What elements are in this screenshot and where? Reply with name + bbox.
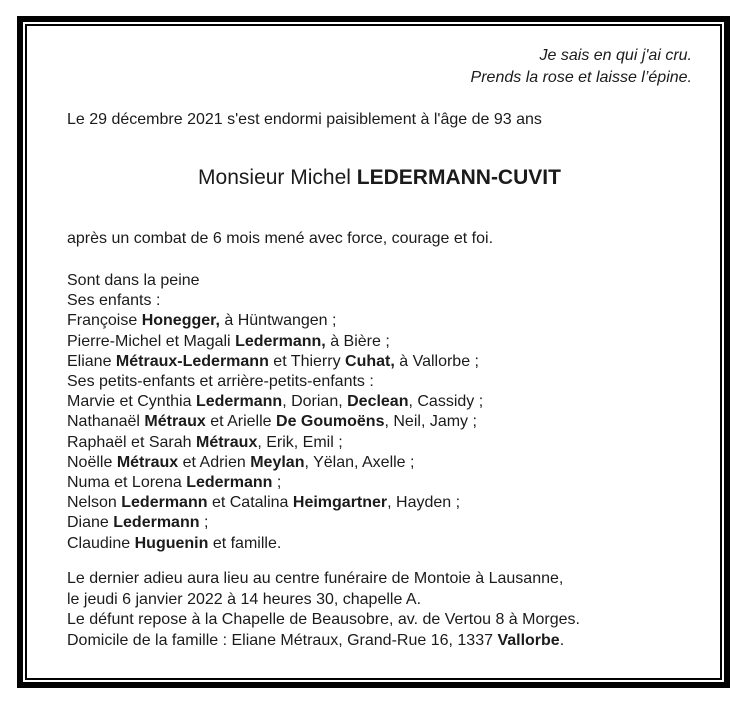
plain-text: et Thierry bbox=[268, 352, 346, 370]
family-line bbox=[67, 271, 692, 291]
family-line bbox=[67, 412, 692, 432]
family-list bbox=[67, 271, 692, 554]
family-line bbox=[67, 433, 692, 453]
bold-name-text: Ledermann bbox=[186, 474, 273, 492]
bold-name-text: Declean bbox=[347, 393, 409, 411]
family-line bbox=[67, 493, 692, 513]
obituary-notice bbox=[27, 26, 720, 678]
family-line bbox=[67, 352, 692, 372]
plain-text: Nelson bbox=[67, 494, 122, 512]
plain-text: Ses petits-enfants et arrière-petits-enfants : bbox=[67, 373, 374, 391]
family-line bbox=[67, 453, 692, 473]
funeral-line bbox=[67, 610, 692, 631]
epigraph-line-2: Prends la rose et laisse l’épine. bbox=[470, 69, 692, 86]
bold-name-text: Métraux-Ledermann bbox=[115, 352, 269, 370]
plain-text: et Arielle bbox=[205, 413, 277, 431]
plain-text: , Cassidy ; bbox=[408, 393, 484, 411]
plain-text: Nathanaël bbox=[67, 413, 145, 431]
family-line bbox=[67, 534, 692, 554]
bold-name-text: Ledermann bbox=[113, 514, 200, 532]
plain-text: Domicile de la famille : Eliane Métraux, Grand-Rue 16, 1337 bbox=[67, 632, 498, 650]
plain-text: et famille. bbox=[208, 534, 282, 552]
family-line bbox=[67, 473, 692, 493]
plain-text: Ses enfants : bbox=[67, 292, 161, 310]
plain-text: Numa et Lorena bbox=[67, 474, 187, 492]
plain-text: , Erik, Emil ; bbox=[257, 433, 343, 451]
plain-text: Sont dans la peine bbox=[67, 272, 200, 289]
bold-name-text: Huguenin bbox=[134, 534, 209, 552]
bold-name-text: Honegger, bbox=[141, 312, 220, 330]
plain-text: et Adrien bbox=[178, 453, 251, 471]
plain-text: , Hayden ; bbox=[387, 494, 461, 512]
bold-name-text: De Goumoëns bbox=[276, 413, 385, 431]
plain-text: Marvie et Cynthia bbox=[67, 393, 196, 411]
epigraph bbox=[67, 45, 692, 89]
bold-name-text: Ledermann bbox=[195, 393, 283, 411]
bold-name-text: Métraux bbox=[195, 433, 258, 451]
bold-name-text: Ledermann bbox=[121, 494, 208, 512]
plain-text: à Bière ; bbox=[325, 332, 390, 350]
plain-text: Diane bbox=[67, 514, 114, 532]
plain-text: Françoise bbox=[67, 312, 142, 330]
plain-text: Monsieur Michel bbox=[198, 166, 357, 189]
family-line bbox=[67, 513, 692, 533]
plain-text: Eliane bbox=[67, 352, 116, 370]
family-line bbox=[67, 311, 692, 331]
plain-text: ; bbox=[199, 514, 209, 532]
illness-line: après un combat de 6 mois mené avec force, courage et foi. bbox=[67, 230, 494, 247]
plain-text: Noëlle bbox=[67, 453, 117, 471]
plain-text: . bbox=[559, 632, 565, 650]
bold-name-text: Métraux bbox=[144, 413, 206, 431]
bold-name-text: Heimgartner bbox=[292, 494, 388, 512]
inner-border-frame bbox=[25, 24, 722, 680]
bold-name-text: Métraux bbox=[116, 453, 179, 471]
plain-text: ; bbox=[272, 474, 282, 492]
funeral-details bbox=[67, 569, 692, 652]
plain-text: Le dernier adieu aura lieu au centre funéraire de Montoie à Lausanne, bbox=[67, 570, 564, 587]
plain-text: et Catalina bbox=[207, 494, 293, 512]
family-line bbox=[67, 291, 692, 311]
bold-name-text: Ledermann, bbox=[235, 332, 326, 350]
funeral-line bbox=[67, 590, 692, 611]
outer-border-frame bbox=[17, 16, 730, 688]
epigraph-line-1: Je sais en qui j'ai cru. bbox=[539, 47, 692, 64]
funeral-line bbox=[67, 631, 692, 652]
bold-name-text: Meylan bbox=[250, 453, 305, 471]
plain-text: Claudine bbox=[67, 534, 135, 552]
bold-name-text: Cuhat, bbox=[345, 352, 395, 370]
plain-text: , Dorian, bbox=[282, 393, 348, 411]
plain-text: à Hüntwangen ; bbox=[219, 312, 337, 330]
bold-name-text: Vallorbe bbox=[497, 632, 560, 650]
plain-text: Pierre-Michel et Magali bbox=[67, 332, 236, 350]
plain-text: à Vallorbe ; bbox=[394, 352, 479, 370]
death-announcement-line: Le 29 décembre 2021 s'est endormi paisiblement à l'âge de 93 ans bbox=[67, 111, 542, 128]
family-line bbox=[67, 332, 692, 352]
plain-text: , Neil, Jamy ; bbox=[384, 413, 477, 431]
plain-text: Le défunt repose à la Chapelle de Beausobre, av. de Vertou 8 à Morges. bbox=[67, 611, 580, 629]
plain-text: Raphaël et Sarah bbox=[67, 433, 196, 451]
plain-text: , Yëlan, Axelle ; bbox=[304, 453, 415, 471]
deceased-name-line bbox=[67, 165, 692, 191]
bold-name-text: LEDERMANN-CUVIT bbox=[356, 166, 561, 189]
family-line bbox=[67, 392, 692, 412]
family-line bbox=[67, 372, 692, 392]
plain-text: le jeudi 6 janvier 2022 à 14 heures 30, chapelle A. bbox=[67, 590, 422, 608]
funeral-line bbox=[67, 569, 692, 590]
